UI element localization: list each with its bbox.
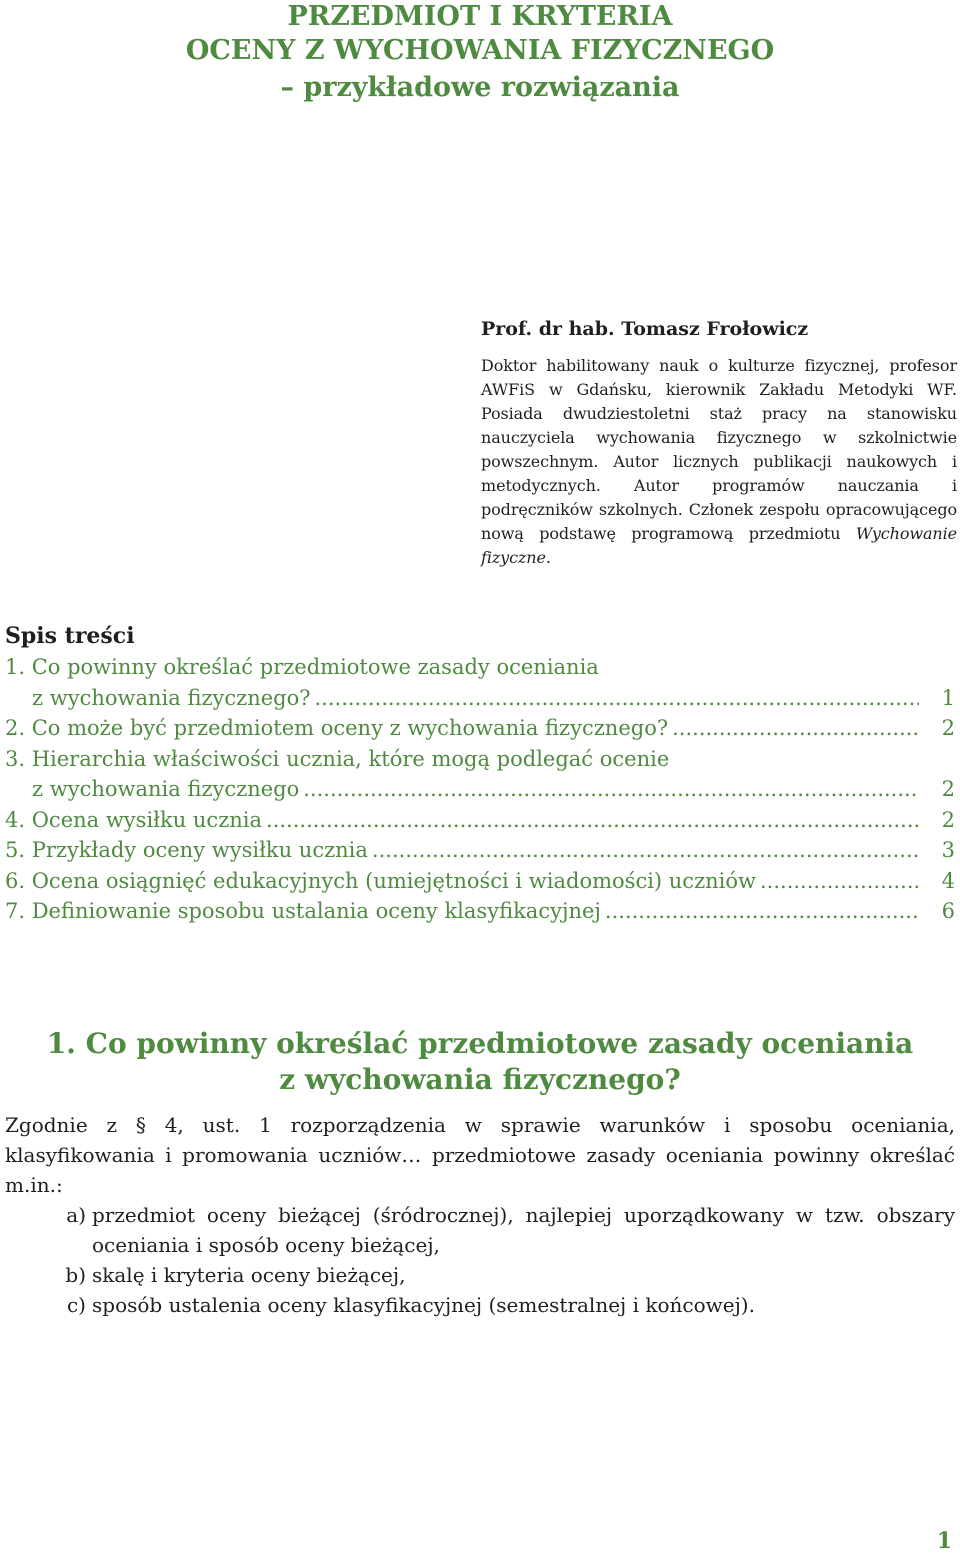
toc-item-6[interactable] [5, 866, 955, 897]
author-bio-text: Doktor habilitowany nauk o kulturze fizycznej, profesor AWFiS w Gdańsku, kierownik Zakładu Metodyki WF. Posiada dwudziestoletni staż pracy na stanowisku nauczyciela wychowania fizycznego w szkolnictwie powszechnym. Autor licznych publikacji naukowych i metodycznych. Autor programów nauczania i podręczników szkolnych. Członek zespołu opracowującego nową podstawę programową przedmiotu [481, 356, 957, 543]
toc-item-2-text: 2. Co może być przedmiotem oceny z wychowania fizycznego? [5, 716, 669, 740]
title-line-3: – przykładowe rozwiązania [280, 72, 680, 103]
author-bio-end: . [545, 548, 551, 567]
author-bio-italic: Wychowanie fizyczne [481, 524, 957, 567]
list-text-b: skalę i kryteria oceny bieżącej, [92, 1263, 406, 1287]
list-marker-a: a) [66, 1203, 86, 1227]
toc-item-6-text: 6. Ocena osiągnięć edukacyjnych (umiejętności i wiadomości) uczniów [5, 868, 756, 893]
list-text-a: przedmiot oceny bieżącej (śródrocznej), najlepiej uporządkowany w tzw. obszary oceniania i sposób oceny bieżącej, [92, 1203, 955, 1257]
section-1-heading-line1: 1. Co powinny określać przedmiotowe zasady oceniania [46, 1027, 914, 1060]
toc-item-1-page: 1 [941, 685, 955, 710]
toc-item-3-line1: 3. Hierarchia właściwości ucznia, które mogą podlegać ocenie [5, 746, 670, 771]
toc-item-5-text: 5. Przykłady oceny wysiłku ucznia [5, 838, 368, 862]
toc-item-7[interactable] [5, 896, 955, 927]
toc-item-2[interactable] [5, 713, 955, 744]
section-1-list [5, 1200, 955, 1320]
toc-item-3-line2: z wychowania fizycznego [32, 777, 300, 801]
list-item [5, 1260, 955, 1290]
section-1-intro: Zgodnie z § 4, ust. 1 rozporządzenia w sprawie warunków i sposobu oceniania, klasyfikowania i promowania uczniów… przedmiotowe zasady oceniania powinny określać m.in.: [5, 1113, 955, 1197]
toc-item-1-line1: 1. Co powinny określać przedmiotowe zasady oceniania [5, 655, 599, 679]
toc-item-3-page: 2 [941, 777, 955, 801]
section-1-body [5, 1110, 955, 1320]
list-marker-b: b) [65, 1263, 86, 1287]
title-line-1: PRZEDMIOT I KRYTERIA [287, 1, 673, 32]
list-marker-c: c) [66, 1293, 86, 1317]
list-item [5, 1200, 955, 1260]
author-bio [481, 354, 957, 570]
toc-item-6-page: 4 [941, 868, 955, 893]
toc-item-1-line2: z wychowania fizycznego? [32, 685, 311, 710]
list-text-c: sposób ustalenia oceny klasyfikacyjnej (semestralnej i końcowej). [92, 1293, 755, 1317]
toc-item-4-text: 4. Ocena wysiłku ucznia [5, 807, 263, 832]
toc-item-3[interactable] [5, 744, 955, 805]
toc-item-4-page: 2 [941, 807, 955, 832]
toc-item-4[interactable] [5, 805, 955, 836]
toc-item-7-text: 7. Definiowanie sposobu ustalania oceny klasyfikacyjnej [5, 899, 601, 923]
toc-item-5[interactable] [5, 835, 955, 866]
toc-heading: Spis treści [5, 623, 135, 649]
page-number: 1 [936, 1528, 952, 1554]
toc-item-7-page: 6 [941, 899, 955, 923]
toc-item-5-page: 3 [941, 838, 955, 862]
section-1-heading [0, 1026, 960, 1098]
author-box [481, 316, 957, 570]
author-name: Prof. dr hab. Tomasz Frołowicz [481, 318, 809, 340]
toc-item-2-page: 2 [941, 716, 955, 740]
toc-item-1[interactable] [5, 652, 955, 713]
table-of-contents [5, 620, 955, 927]
section-1-heading-line2: z wychowania fizycznego? [279, 1063, 681, 1096]
document-title [0, 0, 960, 105]
list-item [5, 1290, 955, 1320]
title-line-2: OCENY Z WYCHOWANIA FIZYCZNEGO [185, 35, 775, 66]
